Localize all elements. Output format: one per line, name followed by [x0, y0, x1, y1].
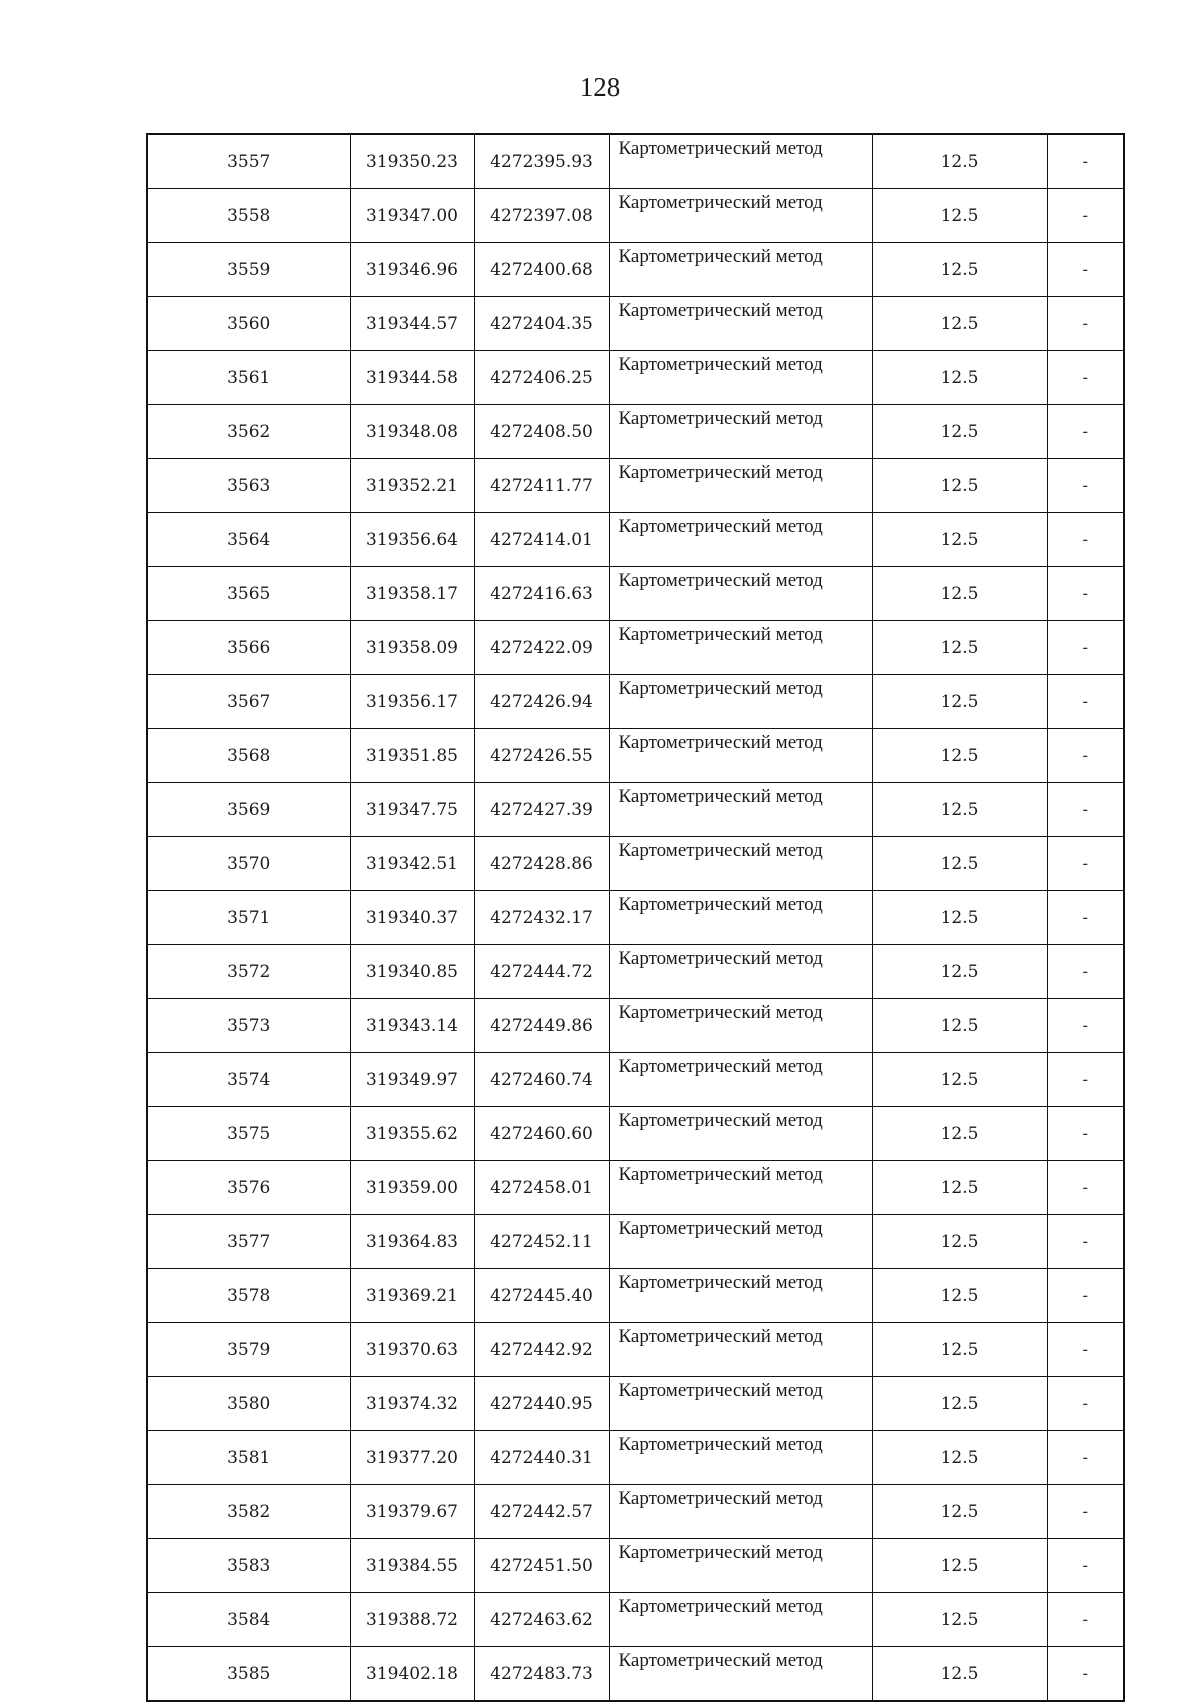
- table-row: [147, 1377, 1124, 1431]
- point-number-cell: 3567: [147, 675, 350, 729]
- y-coordinate-cell: 4272426.55: [474, 729, 609, 783]
- point-number-cell: 3560: [147, 297, 350, 351]
- method-cell: Картометрический метод: [609, 243, 872, 297]
- point-number-cell: 3566: [147, 621, 350, 675]
- method-cell: Картометрический метод: [609, 783, 872, 837]
- method-cell: Картометрический метод: [609, 297, 872, 351]
- method-cell: Картометрический метод: [609, 567, 872, 621]
- method-cell: Картометрический метод: [609, 1539, 872, 1593]
- accuracy-cell: 12.5: [872, 1485, 1047, 1539]
- y-coordinate-cell: 4272411.77: [474, 459, 609, 513]
- x-coordinate-cell: 319370.63: [350, 1323, 474, 1377]
- point-number-cell: 3572: [147, 945, 350, 999]
- x-coordinate-cell: 319356.64: [350, 513, 474, 567]
- x-coordinate-cell: 319351.85: [350, 729, 474, 783]
- page-number: 128: [579, 72, 621, 102]
- extra-cell: -: [1047, 1323, 1124, 1377]
- accuracy-cell: 12.5: [872, 351, 1047, 405]
- y-coordinate-cell: 4272444.72: [474, 945, 609, 999]
- y-coordinate-cell: 4272400.68: [474, 243, 609, 297]
- accuracy-cell: 12.5: [872, 621, 1047, 675]
- y-coordinate-cell: 4272426.94: [474, 675, 609, 729]
- extra-cell: -: [1047, 945, 1124, 999]
- accuracy-cell: 12.5: [872, 405, 1047, 459]
- point-number-cell: 3557: [147, 134, 350, 189]
- table-row: [147, 567, 1124, 621]
- extra-cell: -: [1047, 1593, 1124, 1647]
- x-coordinate-cell: 319377.20: [350, 1431, 474, 1485]
- table-row: [147, 459, 1124, 513]
- accuracy-cell: 12.5: [872, 1593, 1047, 1647]
- y-coordinate-cell: 4272395.93: [474, 134, 609, 189]
- point-number-cell: 3584: [147, 1593, 350, 1647]
- table-row: [147, 513, 1124, 567]
- y-coordinate-cell: 4272404.35: [474, 297, 609, 351]
- point-number-cell: 3578: [147, 1269, 350, 1323]
- x-coordinate-cell: 319402.18: [350, 1647, 474, 1702]
- extra-cell: -: [1047, 243, 1124, 297]
- point-number-cell: 3568: [147, 729, 350, 783]
- table-row: [147, 1431, 1124, 1485]
- table-row: [147, 189, 1124, 243]
- extra-cell: -: [1047, 1161, 1124, 1215]
- y-coordinate-cell: 4272440.31: [474, 1431, 609, 1485]
- y-coordinate-cell: 4272397.08: [474, 189, 609, 243]
- method-cell: Картометрический метод: [609, 134, 872, 189]
- table-row: [147, 837, 1124, 891]
- extra-cell: -: [1047, 621, 1124, 675]
- y-coordinate-cell: 4272442.92: [474, 1323, 609, 1377]
- y-coordinate-cell: 4272422.09: [474, 621, 609, 675]
- extra-cell: -: [1047, 999, 1124, 1053]
- point-number-cell: 3570: [147, 837, 350, 891]
- table-row: [147, 297, 1124, 351]
- method-cell: Картометрический метод: [609, 189, 872, 243]
- method-cell: Картометрический метод: [609, 1053, 872, 1107]
- coordinates-table-body: [147, 134, 1124, 1701]
- accuracy-cell: 12.5: [872, 1161, 1047, 1215]
- table-row: [147, 351, 1124, 405]
- extra-cell: -: [1047, 189, 1124, 243]
- coordinates-table: [146, 133, 1125, 1702]
- method-cell: Картометрический метод: [609, 999, 872, 1053]
- accuracy-cell: 12.5: [872, 459, 1047, 513]
- x-coordinate-cell: 319358.09: [350, 621, 474, 675]
- accuracy-cell: 12.5: [872, 675, 1047, 729]
- y-coordinate-cell: 4272427.39: [474, 783, 609, 837]
- y-coordinate-cell: 4272460.74: [474, 1053, 609, 1107]
- point-number-cell: 3583: [147, 1539, 350, 1593]
- point-number-cell: 3564: [147, 513, 350, 567]
- accuracy-cell: 12.5: [872, 1215, 1047, 1269]
- accuracy-cell: 12.5: [872, 999, 1047, 1053]
- extra-cell: -: [1047, 837, 1124, 891]
- x-coordinate-cell: 319364.83: [350, 1215, 474, 1269]
- x-coordinate-cell: 319342.51: [350, 837, 474, 891]
- method-cell: Картометрический метод: [609, 1323, 872, 1377]
- accuracy-cell: 12.5: [872, 945, 1047, 999]
- x-coordinate-cell: 319379.67: [350, 1485, 474, 1539]
- extra-cell: -: [1047, 1539, 1124, 1593]
- accuracy-cell: 12.5: [872, 1431, 1047, 1485]
- extra-cell: -: [1047, 1107, 1124, 1161]
- x-coordinate-cell: 319350.23: [350, 134, 474, 189]
- point-number-cell: 3558: [147, 189, 350, 243]
- accuracy-cell: 12.5: [872, 1053, 1047, 1107]
- extra-cell: -: [1047, 1485, 1124, 1539]
- point-number-cell: 3561: [147, 351, 350, 405]
- extra-cell: -: [1047, 567, 1124, 621]
- method-cell: Картометрический метод: [609, 837, 872, 891]
- accuracy-cell: 12.5: [872, 1647, 1047, 1702]
- table-row: [147, 1593, 1124, 1647]
- extra-cell: -: [1047, 675, 1124, 729]
- table-row: [147, 405, 1124, 459]
- y-coordinate-cell: 4272458.01: [474, 1161, 609, 1215]
- table-row: [147, 891, 1124, 945]
- table-row: [147, 945, 1124, 999]
- extra-cell: -: [1047, 891, 1124, 945]
- x-coordinate-cell: 319344.57: [350, 297, 474, 351]
- point-number-cell: 3565: [147, 567, 350, 621]
- accuracy-cell: 12.5: [872, 1323, 1047, 1377]
- x-coordinate-cell: 319347.75: [350, 783, 474, 837]
- extra-cell: -: [1047, 297, 1124, 351]
- point-number-cell: 3576: [147, 1161, 350, 1215]
- method-cell: Картометрический метод: [609, 1215, 872, 1269]
- point-number-cell: 3575: [147, 1107, 350, 1161]
- y-coordinate-cell: 4272452.11: [474, 1215, 609, 1269]
- method-cell: Картометрический метод: [609, 1161, 872, 1215]
- y-coordinate-cell: 4272445.40: [474, 1269, 609, 1323]
- accuracy-cell: 12.5: [872, 513, 1047, 567]
- y-coordinate-cell: 4272406.25: [474, 351, 609, 405]
- extra-cell: -: [1047, 783, 1124, 837]
- method-cell: Картометрический метод: [609, 351, 872, 405]
- method-cell: Картометрический метод: [609, 459, 872, 513]
- x-coordinate-cell: 319352.21: [350, 459, 474, 513]
- point-number-cell: 3582: [147, 1485, 350, 1539]
- point-number-cell: 3585: [147, 1647, 350, 1702]
- y-coordinate-cell: 4272451.50: [474, 1539, 609, 1593]
- table-row: [147, 783, 1124, 837]
- accuracy-cell: 12.5: [872, 297, 1047, 351]
- accuracy-cell: 12.5: [872, 1107, 1047, 1161]
- accuracy-cell: 12.5: [872, 189, 1047, 243]
- accuracy-cell: 12.5: [872, 1269, 1047, 1323]
- point-number-cell: 3559: [147, 243, 350, 297]
- y-coordinate-cell: 4272463.62: [474, 1593, 609, 1647]
- x-coordinate-cell: 319355.62: [350, 1107, 474, 1161]
- extra-cell: -: [1047, 1647, 1124, 1702]
- accuracy-cell: 12.5: [872, 567, 1047, 621]
- point-number-cell: 3580: [147, 1377, 350, 1431]
- table-row: [147, 134, 1124, 189]
- table-row: [147, 1539, 1124, 1593]
- point-number-cell: 3569: [147, 783, 350, 837]
- method-cell: Картометрический метод: [609, 405, 872, 459]
- x-coordinate-cell: 319344.58: [350, 351, 474, 405]
- table-row: [147, 1053, 1124, 1107]
- y-coordinate-cell: 4272416.63: [474, 567, 609, 621]
- method-cell: Картометрический метод: [609, 513, 872, 567]
- x-coordinate-cell: 319343.14: [350, 999, 474, 1053]
- accuracy-cell: 12.5: [872, 837, 1047, 891]
- y-coordinate-cell: 4272408.50: [474, 405, 609, 459]
- table-row: [147, 729, 1124, 783]
- table-row: [147, 243, 1124, 297]
- table-row: [147, 1161, 1124, 1215]
- method-cell: Картометрический метод: [609, 945, 872, 999]
- extra-cell: -: [1047, 513, 1124, 567]
- extra-cell: -: [1047, 134, 1124, 189]
- point-number-cell: 3574: [147, 1053, 350, 1107]
- x-coordinate-cell: 319359.00: [350, 1161, 474, 1215]
- point-number-cell: 3581: [147, 1431, 350, 1485]
- table-row: [147, 1323, 1124, 1377]
- x-coordinate-cell: 319358.17: [350, 567, 474, 621]
- method-cell: Картометрический метод: [609, 1107, 872, 1161]
- table-row: [147, 621, 1124, 675]
- y-coordinate-cell: 4272483.73: [474, 1647, 609, 1702]
- point-number-cell: 3571: [147, 891, 350, 945]
- extra-cell: -: [1047, 405, 1124, 459]
- accuracy-cell: 12.5: [872, 891, 1047, 945]
- method-cell: Картометрический метод: [609, 891, 872, 945]
- table-row: [147, 1269, 1124, 1323]
- point-number-cell: 3577: [147, 1215, 350, 1269]
- method-cell: Картометрический метод: [609, 1377, 872, 1431]
- x-coordinate-cell: 319340.37: [350, 891, 474, 945]
- method-cell: Картометрический метод: [609, 675, 872, 729]
- accuracy-cell: 12.5: [872, 1377, 1047, 1431]
- accuracy-cell: 12.5: [872, 729, 1047, 783]
- accuracy-cell: 12.5: [872, 134, 1047, 189]
- x-coordinate-cell: 319388.72: [350, 1593, 474, 1647]
- x-coordinate-cell: 319349.97: [350, 1053, 474, 1107]
- y-coordinate-cell: 4272440.95: [474, 1377, 609, 1431]
- extra-cell: -: [1047, 459, 1124, 513]
- extra-cell: -: [1047, 1053, 1124, 1107]
- y-coordinate-cell: 4272414.01: [474, 513, 609, 567]
- x-coordinate-cell: 319340.85: [350, 945, 474, 999]
- extra-cell: -: [1047, 1431, 1124, 1485]
- accuracy-cell: 12.5: [872, 783, 1047, 837]
- y-coordinate-cell: 4272428.86: [474, 837, 609, 891]
- extra-cell: -: [1047, 1269, 1124, 1323]
- x-coordinate-cell: 319369.21: [350, 1269, 474, 1323]
- method-cell: Картометрический метод: [609, 1431, 872, 1485]
- method-cell: Картометрический метод: [609, 1647, 872, 1702]
- accuracy-cell: 12.5: [872, 1539, 1047, 1593]
- y-coordinate-cell: 4272449.86: [474, 999, 609, 1053]
- point-number-cell: 3573: [147, 999, 350, 1053]
- y-coordinate-cell: 4272442.57: [474, 1485, 609, 1539]
- table-row: [147, 1647, 1124, 1702]
- y-coordinate-cell: 4272460.60: [474, 1107, 609, 1161]
- x-coordinate-cell: 319374.32: [350, 1377, 474, 1431]
- table-row: [147, 675, 1124, 729]
- point-number-cell: 3562: [147, 405, 350, 459]
- x-coordinate-cell: 319348.08: [350, 405, 474, 459]
- x-coordinate-cell: 319384.55: [350, 1539, 474, 1593]
- method-cell: Картометрический метод: [609, 1485, 872, 1539]
- extra-cell: -: [1047, 1377, 1124, 1431]
- extra-cell: -: [1047, 1215, 1124, 1269]
- extra-cell: -: [1047, 729, 1124, 783]
- extra-cell: -: [1047, 351, 1124, 405]
- accuracy-cell: 12.5: [872, 243, 1047, 297]
- table-row: [147, 1107, 1124, 1161]
- x-coordinate-cell: 319347.00: [350, 189, 474, 243]
- table-row: [147, 999, 1124, 1053]
- y-coordinate-cell: 4272432.17: [474, 891, 609, 945]
- table-row: [147, 1215, 1124, 1269]
- x-coordinate-cell: 319356.17: [350, 675, 474, 729]
- point-number-cell: 3579: [147, 1323, 350, 1377]
- method-cell: Картометрический метод: [609, 1593, 872, 1647]
- point-number-cell: 3563: [147, 459, 350, 513]
- method-cell: Картометрический метод: [609, 729, 872, 783]
- table-row: [147, 1485, 1124, 1539]
- x-coordinate-cell: 319346.96: [350, 243, 474, 297]
- method-cell: Картометрический метод: [609, 1269, 872, 1323]
- method-cell: Картометрический метод: [609, 621, 872, 675]
